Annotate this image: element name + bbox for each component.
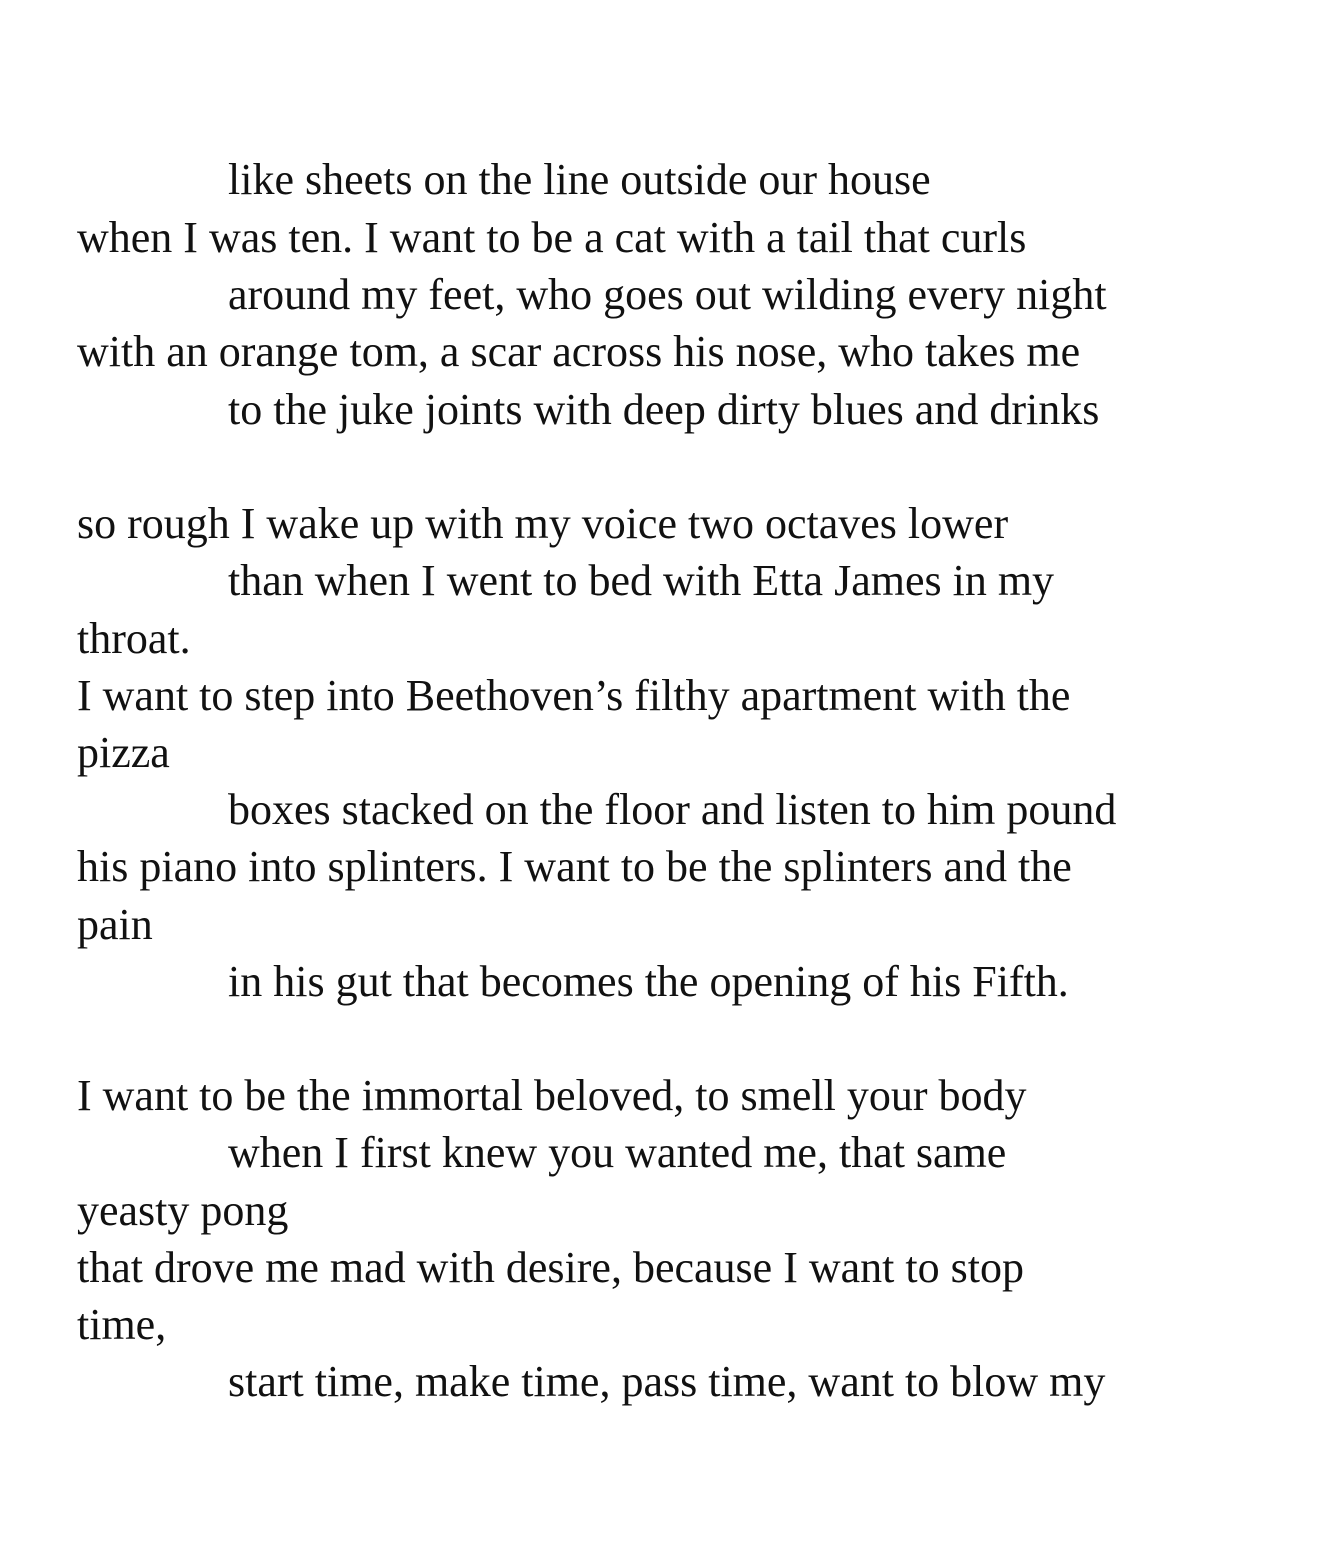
poem-line: with an orange tom, a scar across his nose, who takes me bbox=[77, 327, 1081, 376]
poem-line: I want to be the immortal beloved, to smell your body bbox=[77, 1071, 1027, 1120]
poem-line: like sheets on the line outside our house bbox=[228, 155, 931, 204]
poem-line: throat. bbox=[77, 614, 191, 663]
poem-line: pain bbox=[77, 900, 153, 949]
poem-line: start time, make time, pass time, want to blow my bbox=[228, 1357, 1106, 1406]
poem-line: so rough I wake up with my voice two octaves lower bbox=[77, 499, 1009, 548]
poem-line: to the juke joints with deep dirty blues and drinks bbox=[228, 385, 1100, 434]
poem-line: that drove me mad with desire, because I want to stop bbox=[77, 1243, 1024, 1292]
poem-line: time, bbox=[77, 1300, 167, 1349]
poem-line: boxes stacked on the floor and listen to him pound bbox=[228, 785, 1117, 834]
poem-line: in his gut that becomes the opening of his Fifth. bbox=[228, 957, 1069, 1006]
poem-line: when I was ten. I want to be a cat with a tail that curls bbox=[77, 213, 1027, 262]
poem-line: pizza bbox=[77, 728, 170, 777]
poem-line: than when I went to bed with Etta James in my bbox=[228, 556, 1055, 605]
poem-line: I want to step into Beethoven’s filthy apartment with the bbox=[77, 671, 1071, 720]
poem-line: his piano into splinters. I want to be the splinters and the bbox=[77, 842, 1072, 891]
poem-line: around my feet, who goes out wilding every night bbox=[228, 270, 1107, 319]
poem-line: when I first knew you wanted me, that same bbox=[228, 1128, 1007, 1177]
poem-line: yeasty pong bbox=[77, 1186, 289, 1235]
